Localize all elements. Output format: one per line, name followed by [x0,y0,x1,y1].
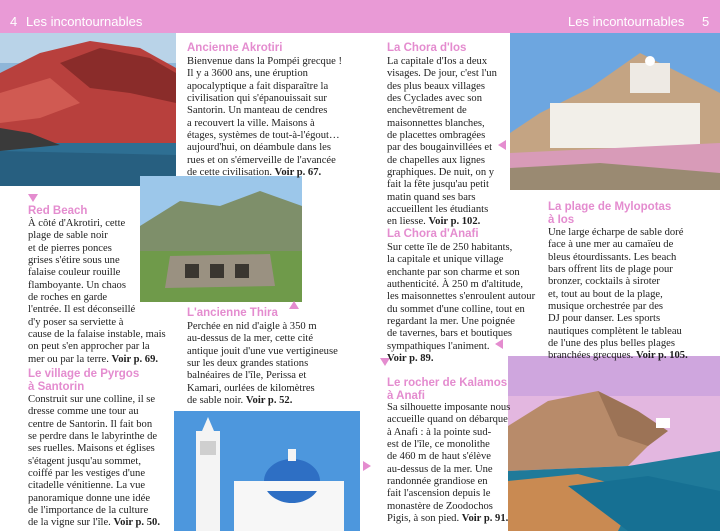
right-page-number: 5 [702,14,710,29]
thira-text: Perchée en nid d'aigle à 350 m au-dessus de la mer, cette cité antique jouit d'une vue vertigineuse sur les deux grandes stations balnéaires de l'île, Perissa et Kamari, ourlées de kilomètres de sable noir. Voir p. 52. [187,321,338,407]
red-beach-photo [0,33,176,186]
pyrgos-text: Construit sur une colline, il se dresse comme une tour au centre de Santorin. Il fait bon se perdre dans le labyrinthe de ses ruelles. Maisons et églises s'étagent jusqu'au sommet, coiffé par les vestiges d'une citadelle vénitienne. La vue panoramique donne une idée de l'importance de la culture de la vigne sur l'île. Voir p. 50. [28,394,160,529]
right-running-title: Les incontournables [568,14,685,29]
mylopotas-page-ref: Voir p. 105. [635,350,688,362]
thira-title: L'ancienne Thira [187,307,278,319]
red-beach-title: Red Beach [28,205,88,217]
chora-ios-page-ref: Voir p. 102. [428,216,481,228]
chora-ios-photo [510,33,720,190]
akrotiri-page-ref: Voir p. 67. [274,167,322,179]
chora-anafi-page-ref: Voir p. 89. [387,353,434,365]
kalamos-text: Sa silhouette imposante nous accueille quand on débarque à Anafi : à la pointe sud- est de l'île, ce monolithe de 460 m de haut s'élève au-dessus de la mer. Une randonnée grandiose en fait l'ascension depuis le monastère de Zoodochos Pigis, à son pied. Voir p. 91. [387,402,511,525]
red-beach-pointer [28,194,38,202]
akrotiri-text: Bienvenue dans la Pompéi grecque ! Il y a 3600 ans, une éruption apocalyptique a fait disparaître la civilisation qui s'épanouissait sur Santorin. Un manteau de cendres a recouvert la ville. Maisons à étages, systèmes de tout-à-l'égout… aujourd'hui, on déambule dans les rues et on s'émerveille de l'avancée de cette civilisation. Voir p. 67. [187,56,343,179]
thira-pointer [289,301,299,309]
left-page-number: 4 [10,14,18,29]
pyrgos-page-ref: Voir p. 50. [113,517,160,529]
mylopotas-text: Une large écharpe de sable doré face à une mer au camaïeu de bleus étourdissants. Les beach bars offrent lits de plage pour bronzer, cocktails à siroter et, tout au bout de la plage, musique orchestrée par des DJ pour danser. Les sports nautiques complètent le tableau de l'une des plus belles plages branchées grecques. Voir p. 105. [548,227,688,362]
pyrgos-church-photo [174,411,360,531]
chora-anafi-title: La Chora d'Anafi [387,228,479,240]
chora-ios-title: La Chora d'Ios [387,42,467,54]
left-running-title: Les incontournables [26,14,143,29]
red-beach-page-ref: Voir p. 69. [111,353,159,365]
kalamos-page-ref: Voir p. 91. [461,513,509,525]
chora-ios-pointer [498,140,506,150]
thira-page-ref: Voir p. 52. [245,395,293,407]
kalamos-rock-photo [508,356,720,531]
pyrgos-title: Le village de Pyrgos à Santorin [28,368,140,393]
kalamos-title: Le rocher de Kalamos à Anafi [387,377,508,402]
red-beach-text: À côté d'Akrotiri, cette plage de sable noir et de pierres ponces grises s'étire sous une falaise couleur rouille flamboyante. Un chaos de roches en garde l'entrée. Il est déconseillé d'y poser sa serviette à cause de la falaise instable, mais on peut s'en approcher par la mer ou par la terre. Voir p. 69. [28,218,166,365]
chora-anafi-text: Sur cette île de 250 habitants, la capitale et unique village enchante par son charme et son authenticité. À 250 m d'altitude, les maisonnettes s'enroulent autour du sommet d'une colline, tout en regardant la mer. Une poignée de tavernes, bars et boutiques sympathiques l'animent. Voir p. 89. [387,242,536,365]
mylopotas-title: La plage de Mylopotas à Ios [548,201,672,226]
akrotiri-title: Ancienne Akrotiri [187,42,283,54]
chora-ios-text: La capitale d'Ios a deux visages. De jour, c'est l'un des plus beaux villages des Cyclades avec son enchevêtrement de maisonnettes blanches, de placettes ombragées par des bougainvillées et de chapelles aux lignes graphiques. De nuit, on y fait la fête jusqu'au petit matin quand ses bars accueillent les étudiants en liesse. Voir p. 102. [387,56,497,228]
pyrgos-pointer [363,461,371,471]
